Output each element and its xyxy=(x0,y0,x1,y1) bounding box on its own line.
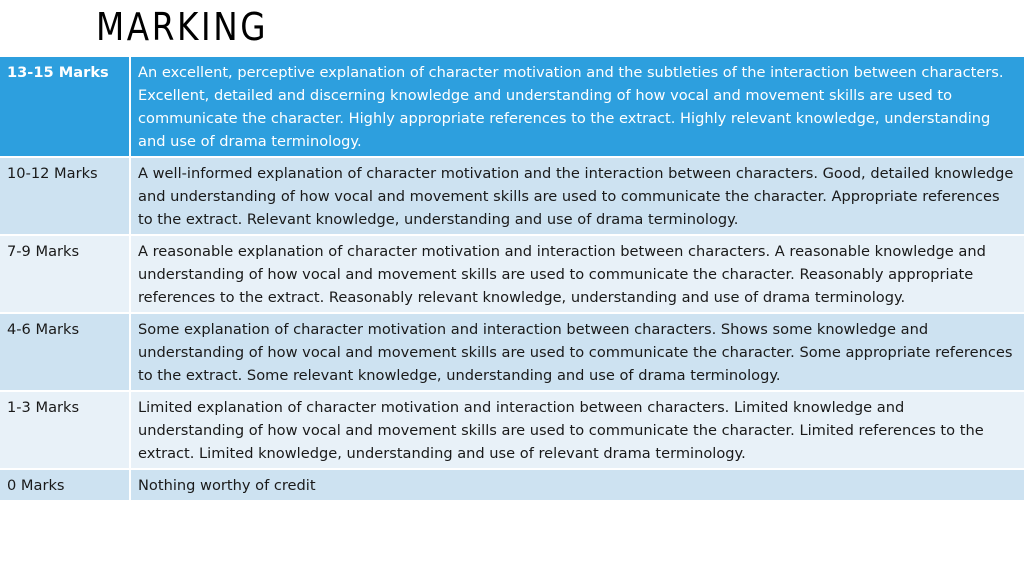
band-description: A well-informed explanation of character motivation and the interaction between characters. Good, detailed knowledge and understanding of how vocal and movement skills are used to communicate the character. Appropriate references to the extract. Relevant knowledge, understanding and use of drama terminology. xyxy=(130,157,1024,235)
marks-band: 7-9 Marks xyxy=(0,235,130,313)
marking-table xyxy=(0,57,1024,502)
marks-band: 0 Marks xyxy=(0,469,130,501)
marks-band: 4-6 Marks xyxy=(0,313,130,391)
marks-band: 10-12 Marks xyxy=(0,157,130,235)
table-row-1-3 xyxy=(0,391,1024,469)
band-description: Some explanation of character motivation and interaction between characters. Shows some knowledge and understanding of how vocal and movement skills are used to communicate the character. Some appropriate references to the extract. Some relevant knowledge, understanding and use of drama terminology. xyxy=(130,313,1024,391)
band-description: Nothing worthy of credit xyxy=(130,469,1024,501)
marks-band: 13-15 Marks xyxy=(0,57,130,157)
page-title: MARKING xyxy=(96,5,269,49)
marks-band: 1-3 Marks xyxy=(0,391,130,469)
table-row-0 xyxy=(0,469,1024,501)
table-row-10-12 xyxy=(0,157,1024,235)
table-row-13-15 xyxy=(0,57,1024,157)
band-description: Limited explanation of character motivation and interaction between characters. Limited knowledge and understanding of how vocal and movement skills are used to communicate the character. Limited references to the extract. Limited knowledge, understanding and use of relevant drama terminology. xyxy=(130,391,1024,469)
table-row-4-6 xyxy=(0,313,1024,391)
table-row-7-9 xyxy=(0,235,1024,313)
band-description: An excellent, perceptive explanation of character motivation and the subtleties of the interaction between characters. Excellent, detailed and discerning knowledge and understanding of how vocal and movement skills are used to communicate the character. Highly appropriate references to the extract. Highly relevant knowledge, understanding and use of drama terminology. xyxy=(130,57,1024,157)
band-description: A reasonable explanation of character motivation and interaction between characters. A reasonable knowledge and understanding of how vocal and movement skills are used to communicate the character. Reasonably appropriate references to the extract. Reasonably relevant knowledge, understanding and use of drama terminology. xyxy=(130,235,1024,313)
